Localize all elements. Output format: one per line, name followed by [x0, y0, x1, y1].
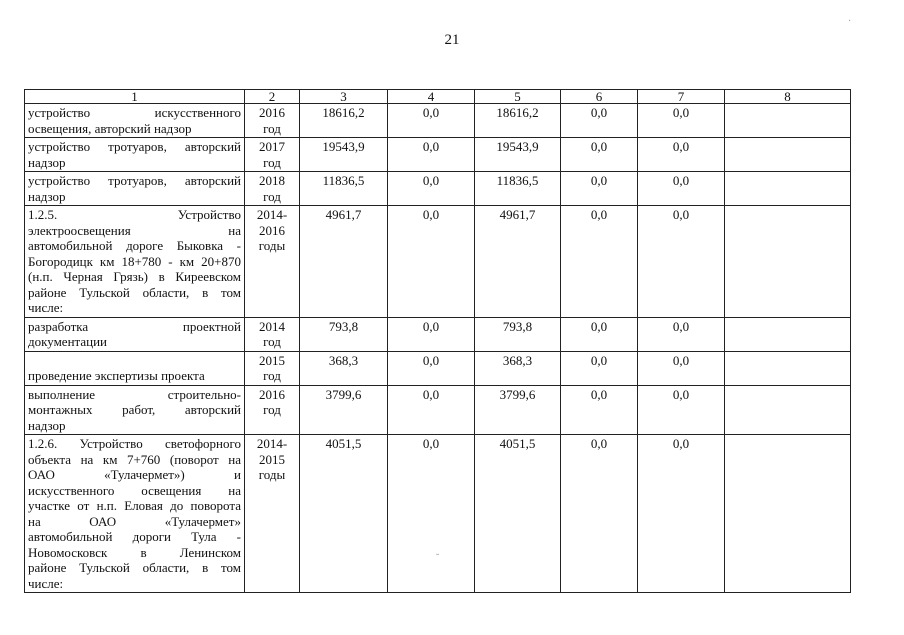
- cell-c6: 0,0: [561, 172, 638, 206]
- cell-c8: [725, 138, 851, 172]
- cell-c4: 0,0: [388, 104, 475, 138]
- cell-c3: 19543,9: [300, 138, 388, 172]
- row-period: [245, 172, 300, 206]
- col-header-2: 2: [245, 90, 300, 104]
- cell-c5: 3799,6: [475, 385, 561, 435]
- description-line: Богородицк км 18+780 - км 20+870: [28, 253, 241, 269]
- cell-c5: 368,3: [475, 351, 561, 385]
- cell-c5: 18616,2: [475, 104, 561, 138]
- description-line: на ОАО «Тулачермет»: [28, 513, 241, 529]
- description-line: районе Тульской области, в том: [28, 560, 241, 575]
- cell-c5: 19543,9: [475, 138, 561, 172]
- description-line: надзор: [28, 188, 66, 204]
- description-line: 1.2.5. Устройство: [28, 207, 241, 222]
- description-line: искусственного освещения на: [28, 482, 241, 498]
- row-period: [245, 317, 300, 351]
- row-period: [245, 385, 300, 435]
- cell-c7: 0,0: [638, 317, 725, 351]
- cell-c6: 0,0: [561, 435, 638, 593]
- period-line: 2015: [259, 451, 285, 467]
- cell-c4: 0,0: [388, 172, 475, 206]
- table-row: [25, 206, 851, 318]
- description-line: надзор: [28, 417, 66, 433]
- cell-c3: 4051,5: [300, 435, 388, 593]
- description-line: [28, 353, 241, 369]
- cell-c7: 0,0: [638, 206, 725, 318]
- period-line: год: [263, 402, 281, 417]
- period-line: год: [263, 120, 281, 136]
- cell-c4: 0,0: [388, 206, 475, 318]
- period-line: 2016: [259, 386, 285, 402]
- period-line: 2014: [259, 318, 285, 334]
- description-line: (н.п. Черная Грязь) в Киреевском: [28, 269, 241, 284]
- description-line: 1.2.6. Устройство светофорного: [28, 436, 241, 451]
- cell-c3: 11836,5: [300, 172, 388, 206]
- cell-c3: 4961,7: [300, 206, 388, 318]
- cell-c6: 0,0: [561, 385, 638, 435]
- cell-c7: 0,0: [638, 435, 725, 593]
- cell-c4: 0,0: [388, 351, 475, 385]
- cell-c8: [725, 385, 851, 435]
- description-line: автомобильной дороги Тула -: [28, 529, 241, 544]
- table-body: [25, 104, 851, 593]
- row-description: [25, 385, 245, 435]
- cell-c7: 0,0: [638, 172, 725, 206]
- row-description: [25, 317, 245, 351]
- table-row: [25, 435, 851, 593]
- cell-c3: 18616,2: [300, 104, 388, 138]
- cell-c4: 0,0: [388, 317, 475, 351]
- description-line: устройство тротуаров, авторский: [28, 173, 241, 188]
- cell-c5: 793,8: [475, 317, 561, 351]
- cell-c8: [725, 172, 851, 206]
- period-line: 2015: [259, 352, 285, 368]
- row-period: [245, 351, 300, 385]
- row-period: [245, 138, 300, 172]
- cell-c8: [725, 317, 851, 351]
- cell-c8: [725, 435, 851, 593]
- scan-mark: ·: [848, 16, 852, 27]
- row-description: [25, 435, 245, 593]
- cell-c6: 0,0: [561, 206, 638, 318]
- cell-c3: 3799,6: [300, 385, 388, 435]
- row-description: [25, 172, 245, 206]
- description-line: надзор: [28, 154, 66, 170]
- period-line: год: [263, 368, 281, 383]
- page-number: 21: [444, 32, 460, 48]
- col-header-5: 5: [475, 90, 561, 104]
- period-line: 2014-: [256, 436, 288, 451]
- cell-c7: 0,0: [638, 104, 725, 138]
- budget-table: [24, 89, 851, 593]
- description-line: выполнение строительно-: [28, 386, 241, 402]
- cell-c5: 11836,5: [475, 172, 561, 206]
- col-header-1: 1: [25, 90, 245, 104]
- cell-c7: 0,0: [638, 138, 725, 172]
- row-period: [245, 435, 300, 593]
- period-line: годы: [258, 238, 286, 253]
- period-line: 2016: [259, 105, 285, 120]
- cell-c5: 4961,7: [475, 206, 561, 318]
- cell-c3: 793,8: [300, 317, 388, 351]
- table-row: [25, 104, 851, 138]
- cell-c6: 0,0: [561, 138, 638, 172]
- row-description: [25, 351, 245, 385]
- period-line: 2016: [259, 222, 285, 238]
- description-line: электроосвещения на: [28, 222, 241, 238]
- description-line: документации: [28, 334, 108, 349]
- description-line: Новомосковск в Ленинском: [28, 544, 241, 560]
- table-row: [25, 172, 851, 206]
- table-row: [25, 351, 851, 385]
- description-line: устройство тротуаров, авторский: [28, 139, 241, 154]
- period-line: 2018: [259, 173, 285, 188]
- description-line: ОАО «Тулачермет») и: [28, 467, 241, 482]
- col-header-6: 6: [561, 90, 638, 104]
- description-line: числе:: [28, 300, 64, 315]
- description-line: участке от н.п. Еловая до поворота: [28, 498, 241, 513]
- cell-c8: [725, 351, 851, 385]
- period-line: годы: [258, 467, 286, 482]
- description-line: монтажных работ, авторский: [28, 402, 241, 417]
- scan-mark: ˘: [436, 553, 440, 564]
- description-line: районе Тульской области, в том: [28, 284, 241, 300]
- cell-c4: 0,0: [388, 138, 475, 172]
- description-line: числе:: [28, 575, 64, 591]
- cell-c6: 0,0: [561, 317, 638, 351]
- description-line: разработка проектной: [28, 318, 241, 334]
- period-line: год: [263, 154, 281, 170]
- description-line: автомобильной дороге Быковка -: [28, 238, 241, 253]
- cell-c5: 4051,5: [475, 435, 561, 593]
- col-header-7: 7: [638, 90, 725, 104]
- cell-c4: 0,0: [388, 385, 475, 435]
- period-line: год: [263, 334, 281, 349]
- cell-c4: 0,0: [388, 435, 475, 593]
- row-description: [25, 104, 245, 138]
- cell-c7: 0,0: [638, 351, 725, 385]
- description-line: устройство искусственного: [28, 105, 241, 120]
- table-row: [25, 317, 851, 351]
- row-period: [245, 206, 300, 318]
- cell-c8: [725, 104, 851, 138]
- row-period: [245, 104, 300, 138]
- period-line: 2014-: [256, 207, 288, 222]
- col-header-4: 4: [388, 90, 475, 104]
- period-line: 2017: [259, 139, 285, 154]
- header-row: [25, 90, 851, 104]
- description-line: объекта на км 7+760 (поворот на: [28, 451, 241, 467]
- cell-c6: 0,0: [561, 351, 638, 385]
- description-line: освещения, авторский надзор: [28, 120, 192, 136]
- description-line: проведение экспертизы проекта: [28, 368, 205, 383]
- row-description: [25, 138, 245, 172]
- row-description: [25, 206, 245, 318]
- table-row: [25, 385, 851, 435]
- period-line: год: [263, 188, 281, 204]
- col-header-3: 3: [300, 90, 388, 104]
- cell-c8: [725, 206, 851, 318]
- cell-c6: 0,0: [561, 104, 638, 138]
- col-header-8: 8: [725, 90, 851, 104]
- cell-c7: 0,0: [638, 385, 725, 435]
- table-row: [25, 138, 851, 172]
- cell-c3: 368,3: [300, 351, 388, 385]
